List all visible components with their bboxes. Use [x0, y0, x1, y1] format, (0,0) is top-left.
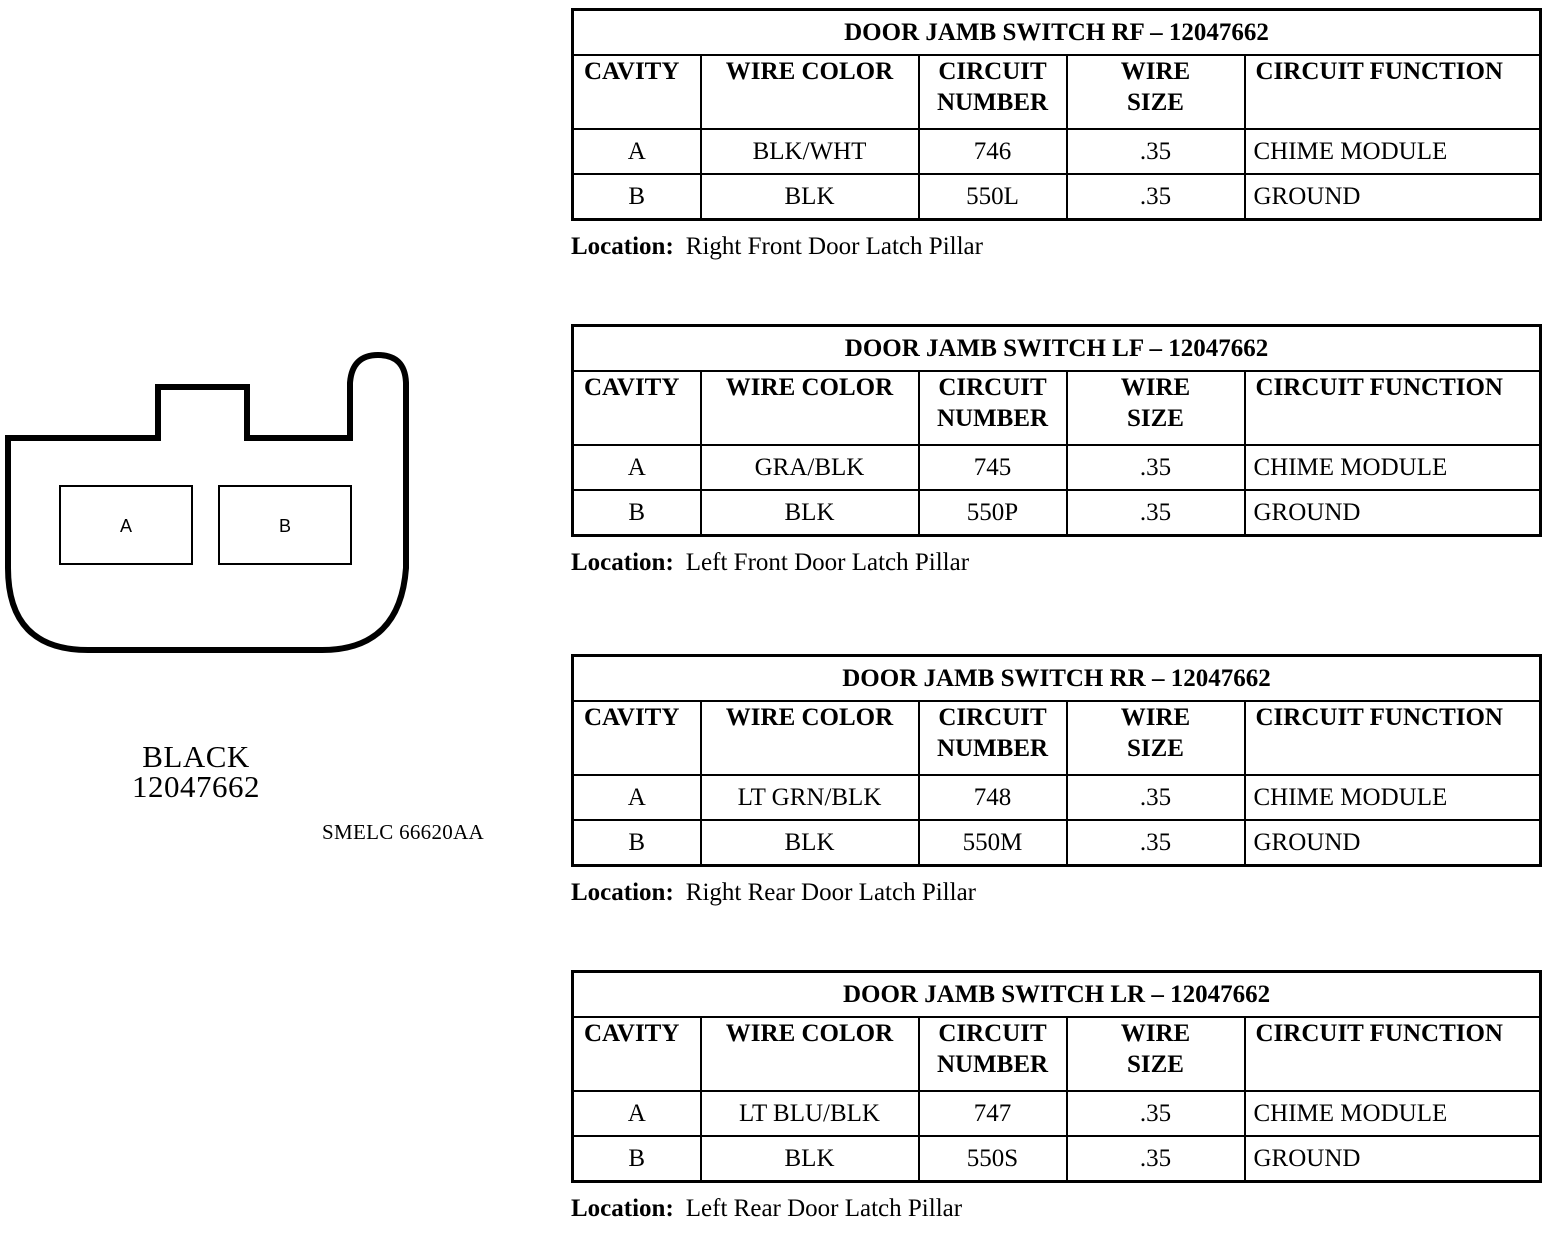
- table-block-rf: [571, 8, 1541, 261]
- cell-wire-color: GRA/BLK: [701, 445, 919, 490]
- cell-size: .35: [1067, 1091, 1245, 1136]
- table-row: [573, 445, 1541, 490]
- header-wire-color: WIRE COLOR: [701, 1017, 919, 1091]
- cell-circuit: 550P: [919, 490, 1067, 536]
- cell-wire-color: LT BLU/BLK: [701, 1091, 919, 1136]
- table-row: [573, 820, 1541, 866]
- header-wire-size: WIRE SIZE: [1067, 371, 1245, 445]
- header-cavity: CAVITY: [573, 1017, 701, 1091]
- cell-circuit: 550M: [919, 820, 1067, 866]
- table-title: DOOR JAMB SWITCH RR – 12047662: [573, 656, 1541, 702]
- figure-reference: SMELC 66620AA: [322, 820, 484, 844]
- location-text: Right Front Door Latch Pillar: [685, 233, 983, 260]
- table-row: [573, 490, 1541, 536]
- location-line: Location: Right Rear Door Latch Pillar: [571, 879, 976, 906]
- table-row: [573, 129, 1541, 174]
- cell-wire-color: BLK: [701, 174, 919, 220]
- cell-cavity: A: [573, 1091, 701, 1136]
- table-row: [573, 174, 1541, 220]
- cell-size: .35: [1067, 1136, 1245, 1182]
- wire-table-lr: [571, 970, 1542, 1183]
- cell-function: CHIME MODULE: [1245, 129, 1541, 174]
- header-wire-size: WIRE SIZE: [1067, 1017, 1245, 1091]
- header-circuit-function: CIRCUIT FUNCTION: [1245, 371, 1541, 445]
- cell-cavity: B: [573, 174, 701, 220]
- header-circuit-number: CIRCUIT NUMBER: [919, 701, 1067, 775]
- cell-circuit: 748: [919, 775, 1067, 820]
- header-wire-size: WIRE SIZE: [1067, 701, 1245, 775]
- table-title: DOOR JAMB SWITCH LF – 12047662: [573, 326, 1541, 372]
- cell-cavity: A: [573, 445, 701, 490]
- cell-cavity: B: [573, 1136, 701, 1182]
- location-text: Right Rear Door Latch Pillar: [685, 879, 976, 906]
- header-wire-color: WIRE COLOR: [701, 55, 919, 129]
- cell-wire-color: BLK: [701, 490, 919, 536]
- header-cavity: CAVITY: [573, 55, 701, 129]
- header-circuit-function: CIRCUIT FUNCTION: [1245, 1017, 1541, 1091]
- cell-size: .35: [1067, 775, 1245, 820]
- cell-function: GROUND: [1245, 1136, 1541, 1182]
- header-wire-size: WIRE SIZE: [1067, 55, 1245, 129]
- table-row: [573, 1091, 1541, 1136]
- cell-size: .35: [1067, 820, 1245, 866]
- header-circuit-function: CIRCUIT FUNCTION: [1245, 55, 1541, 129]
- connector-part-number: 12047662: [132, 769, 260, 804]
- table-block-lf: [571, 324, 1541, 577]
- cell-wire-color: LT GRN/BLK: [701, 775, 919, 820]
- cell-cavity: B: [573, 490, 701, 536]
- wire-table-lf: [571, 324, 1542, 537]
- table-title: DOOR JAMB SWITCH LR – 12047662: [573, 972, 1541, 1018]
- header-cavity: CAVITY: [573, 371, 701, 445]
- cell-cavity: B: [573, 820, 701, 866]
- connector-color: BLACK: [142, 739, 250, 774]
- header-wire-color: WIRE COLOR: [701, 701, 919, 775]
- cavity-a-label: A: [119, 516, 133, 536]
- table-block-lr: [571, 970, 1541, 1223]
- cell-size: .35: [1067, 174, 1245, 220]
- location-line: Location: Right Front Door Latch Pillar: [571, 233, 983, 260]
- cell-wire-color: BLK/WHT: [701, 129, 919, 174]
- location-line: Location: Left Rear Door Latch Pillar: [571, 1195, 963, 1222]
- header-circuit-function: CIRCUIT FUNCTION: [1245, 701, 1541, 775]
- header-circuit-number: CIRCUIT NUMBER: [919, 1017, 1067, 1091]
- cell-cavity: A: [573, 775, 701, 820]
- connector-diagram: [0, 340, 420, 670]
- cell-size: .35: [1067, 490, 1245, 536]
- cell-circuit: 747: [919, 1091, 1067, 1136]
- cell-function: CHIME MODULE: [1245, 445, 1541, 490]
- cell-circuit: 746: [919, 129, 1067, 174]
- wire-table-rf: [571, 8, 1542, 221]
- cell-circuit: 550S: [919, 1136, 1067, 1182]
- location-text: Left Front Door Latch Pillar: [685, 549, 970, 576]
- cell-function: GROUND: [1245, 820, 1541, 866]
- table-row: [573, 1136, 1541, 1182]
- header-circuit-number: CIRCUIT NUMBER: [919, 371, 1067, 445]
- header-wire-color: WIRE COLOR: [701, 371, 919, 445]
- cell-size: .35: [1067, 129, 1245, 174]
- cell-circuit: 745: [919, 445, 1067, 490]
- cell-function: CHIME MODULE: [1245, 1091, 1541, 1136]
- table-block-rr: [571, 654, 1541, 907]
- cell-function: CHIME MODULE: [1245, 775, 1541, 820]
- header-circuit-number: CIRCUIT NUMBER: [919, 55, 1067, 129]
- cell-wire-color: BLK: [701, 1136, 919, 1182]
- cell-function: GROUND: [1245, 174, 1541, 220]
- wire-table-rr: [571, 654, 1542, 867]
- table-title: DOOR JAMB SWITCH RF – 12047662: [573, 10, 1541, 56]
- location-line: Location: Left Front Door Latch Pillar: [571, 549, 970, 576]
- cell-size: .35: [1067, 445, 1245, 490]
- header-cavity: CAVITY: [573, 701, 701, 775]
- cell-wire-color: BLK: [701, 820, 919, 866]
- location-text: Left Rear Door Latch Pillar: [685, 1195, 963, 1222]
- cell-cavity: A: [573, 129, 701, 174]
- cell-function: GROUND: [1245, 490, 1541, 536]
- table-row: [573, 775, 1541, 820]
- cavity-b-label: B: [278, 516, 292, 536]
- cell-circuit: 550L: [919, 174, 1067, 220]
